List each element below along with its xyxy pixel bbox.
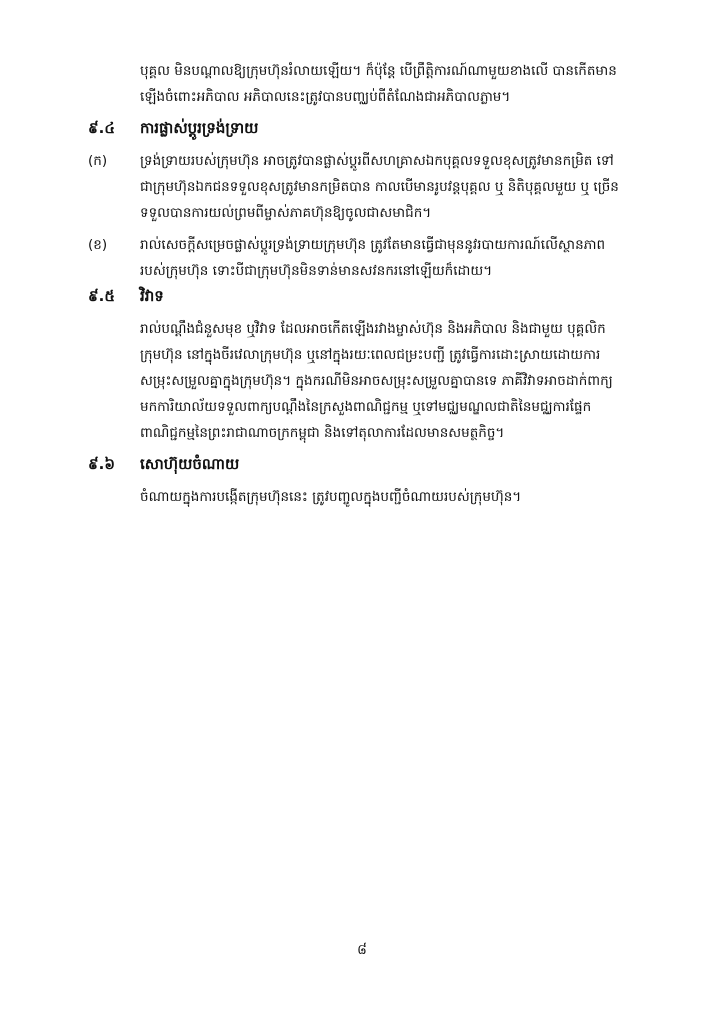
text-line: សម្រុះសម្រួលគ្នាក្នុងក្រុមហ៊ុន។ ក្នុងករណីមិនអាចសម្រុះសម្រួលគ្នាបានទេ ភាគីវិវាទអាចដាក់ពាក្យ — [140, 373, 613, 389]
text-line: បុគ្គល មិនបណ្ដាលឱ្យក្រុមហ៊ុនរំលាយឡើយ។ ក៏ប៉ុន្តែ បើព្រឹត្តិការណ៍ណាមួយខាងលើ បានកើតមាន — [140, 63, 617, 79]
text-line: រាល់សេចក្ដីសម្រេចផ្លាស់ប្ដូរទ្រង់ទ្រាយក្រុមហ៊ុន ត្រូវតែមានធ្វើជាមុននូវរបាយការណ៍លើស្ថានភាព — [140, 237, 606, 253]
text-line: ជាក្រុមហ៊ុនឯកជនទទួលខុសត្រូវមានកម្រិតបាន កាលបើមានរូបវន្តបុគ្គល ឬ និតិបុគ្គលមួយ ឬ ច្រើន — [140, 179, 619, 195]
section-title: ការផ្លាស់ប្ដូរទ្រង់ទ្រាយ — [140, 119, 259, 137]
section-title: វិវាទ — [140, 287, 164, 305]
section-heading-9-5 — [88, 284, 164, 308]
intro-paragraph — [140, 58, 660, 110]
text-line: មកការិយាល័យទទួលពាក្យបណ្ដឹងនៃក្រសួងពាណិជ្ជកម្ម ឬទៅមជ្ឈមណ្ឌលជាតិនៃមជ្ឈការផ្ទែក — [140, 399, 592, 415]
expenses-paragraph — [140, 484, 660, 510]
text-line: ទទួលបានការយល់ព្រមពីម្ចាស់ភាគហ៊ុនឱ្យចូលជាសមាជិក។ — [140, 205, 432, 221]
text-line: ឡើងចំពោះអភិបាល អភិបាលនេះត្រូវបានបញ្ឈប់ពីតំណែងជាអភិបាលភ្លាម។ — [140, 89, 511, 105]
section-number: ៩.៥ — [88, 287, 115, 305]
section-title: សោហ៊ុយចំណាយ — [140, 455, 240, 473]
section-number: ៩.៤ — [88, 119, 115, 137]
text-line: ក្រុមហ៊ុន នៅក្នុងចីរវេលាក្រុមហ៊ុន ឬនៅក្នុងរយៈពេលជម្រះបញ្ជី ត្រូវធ្វើការដោះស្រាយដោយការ — [140, 347, 601, 363]
text-line: ទ្រង់ទ្រាយរបស់ក្រុមហ៊ុន អាចត្រូវបានផ្លាស់ប្ដូរពីសហគ្រាសឯកបុគ្គលទទួលខុសត្រូវមានកម្រិត ទៅ — [140, 153, 614, 169]
item-paragraph-ka — [140, 148, 660, 226]
item-paragraph-kha — [140, 232, 660, 284]
text-line: របស់ក្រុមហ៊ុន ទោះបីជាក្រុមហ៊ុនមិនទាន់មានសវនករនៅឡើយក៏ដោយ។ — [140, 263, 493, 279]
dispute-paragraph — [140, 316, 660, 446]
section-heading-9-4 — [88, 116, 258, 140]
text-line: ពាណិជ្ជកម្មនៃព្រះរាជាណាចក្រកម្ពុជា និងទៅតុលាការដែលមានសមត្ថកិច្ច។ — [140, 425, 505, 441]
text-line: ចំណាយក្នុងការបង្កើតក្រុមហ៊ុននេះ ត្រូវបញ្ចូលក្នុងបញ្ជីចំណាយរបស់ក្រុមហ៊ុន។ — [140, 489, 522, 505]
section-number: ៩.៦ — [88, 455, 115, 473]
section-heading-9-6 — [88, 452, 239, 476]
page-number: ៨ — [357, 942, 367, 958]
text-line: រាល់បណ្ដឹងជំនួសមុខ ឬវិវាទ ដែលអាចកើតឡើងរវាងម្ចាស់ហ៊ុន និងអភិបាល និងជាមួយ បុគ្គលិក — [140, 321, 606, 337]
item-marker-kha: (ខ) — [88, 237, 108, 253]
item-marker-ka: (ក) — [88, 153, 108, 169]
